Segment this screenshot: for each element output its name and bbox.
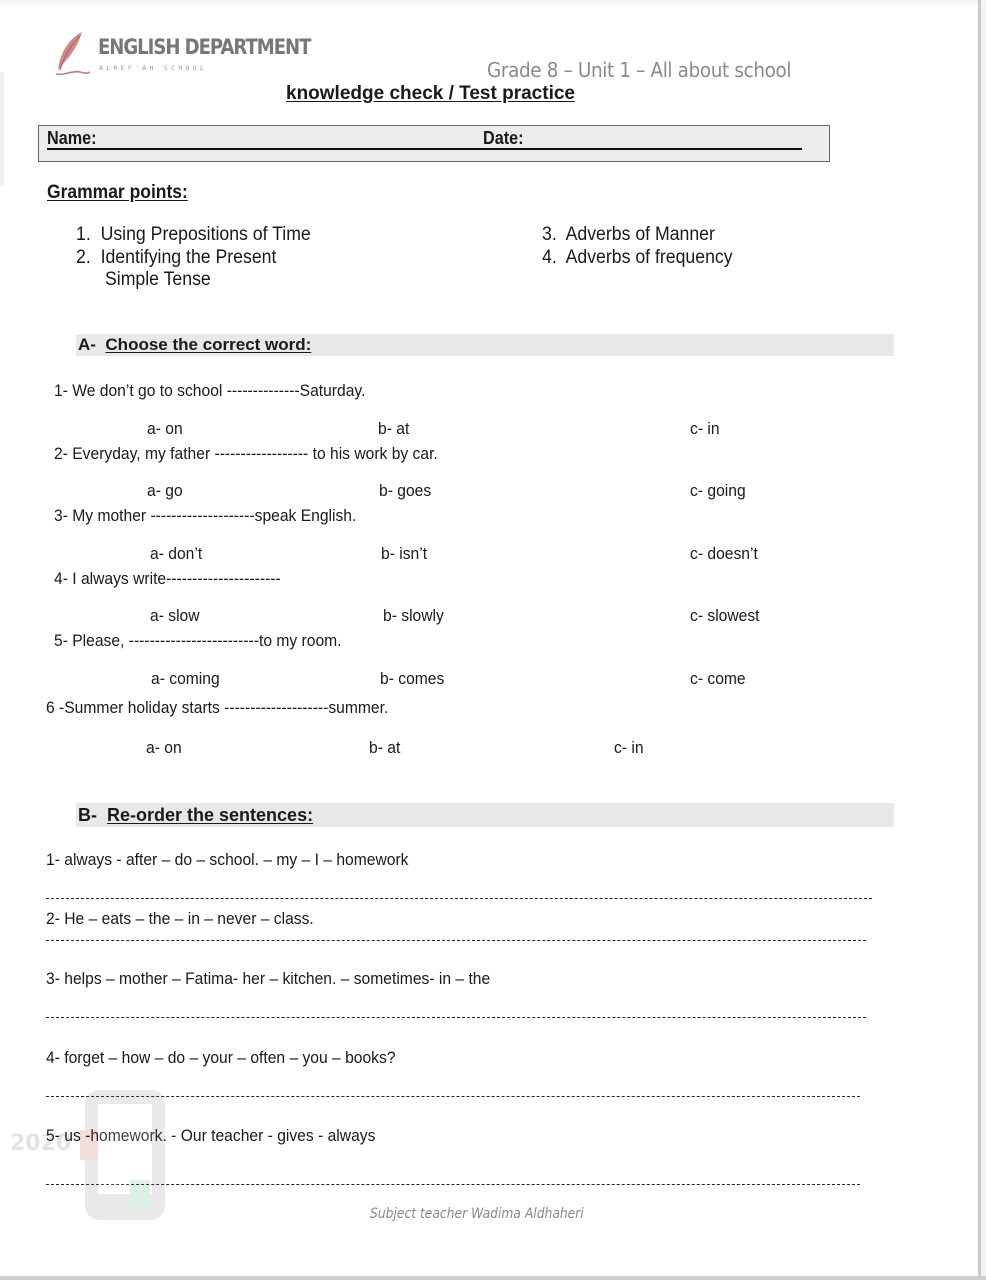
option-5a[interactable]: a- coming (151, 669, 220, 688)
reorder-item-1: 1- always - after – do – school. – my – I – homework (46, 850, 409, 869)
section-a-title: Choose the correct word: (105, 335, 312, 354)
answer-line-5[interactable] (46, 1184, 860, 1185)
subject-teacher-credit: Subject teacher Wadima Aldhaheri (370, 1206, 584, 1222)
option-1a[interactable]: a- on (147, 419, 183, 438)
grammar-item-number: 1. (76, 224, 91, 245)
question-6: 6 -Summer holiday starts --------------------summer. (46, 698, 389, 717)
grammar-item-text: Adverbs of Manner (565, 224, 715, 245)
name-label: Name: (47, 128, 97, 148)
option-5b[interactable]: b- comes (380, 669, 445, 688)
date-label: Date: (483, 128, 524, 148)
option-2c[interactable]: c- going (690, 481, 746, 500)
answer-line-4[interactable] (46, 1096, 860, 1097)
question-2: 2- Everyday, my father ------------------ to his work by car. (54, 444, 438, 463)
option-1c[interactable]: c- in (690, 419, 720, 438)
answer-line-1[interactable] (46, 898, 872, 899)
option-6c[interactable]: c- in (614, 738, 644, 757)
grammar-item-number: 2. (76, 247, 91, 268)
option-3c[interactable]: c- doesn’t (690, 544, 758, 563)
grammar-item (76, 247, 276, 269)
section-b-heading (78, 805, 313, 826)
grammar-item (542, 247, 733, 269)
answer-line-3[interactable] (46, 1017, 866, 1018)
option-1b[interactable]: b- at (378, 419, 410, 438)
feather-logo-icon (52, 30, 92, 78)
option-4a[interactable]: a- slow (150, 606, 200, 625)
grade-unit-line: Grade 8 – Unit 1 – All about school (487, 58, 792, 82)
option-2b[interactable]: b- goes (379, 481, 432, 500)
option-3b[interactable]: b- isn’t (381, 544, 428, 563)
grammar-points-title: Grammar points: (47, 182, 188, 203)
section-a-letter: A- (78, 335, 96, 354)
grammar-item-text: Adverbs of frequency (565, 247, 733, 268)
watermark-year: 2020 (10, 1131, 72, 1156)
option-4b[interactable]: b- slowly (383, 606, 444, 625)
reorder-item-3: 3- helps – mother – Fatima- her – kitchen. – sometimes- in – the (46, 969, 491, 988)
page-top-shadow (0, 0, 978, 8)
page-title: knowledge check / Test practice (286, 83, 575, 104)
reorder-item-4: 4- forget – how – do – your – often – you – books? (46, 1048, 396, 1067)
option-2a[interactable]: a- go (147, 481, 183, 500)
page-bottom-edge (0, 1276, 986, 1280)
option-4c[interactable]: c- slowest (690, 606, 760, 625)
left-page-tab (0, 72, 4, 186)
section-b-title: Re-order the sentences: (107, 805, 314, 825)
reorder-item-2: 2- He – eats – the – in – never – class. (46, 909, 314, 928)
grammar-item-number: 4. (542, 247, 557, 268)
viewer-gutter (981, 0, 986, 1280)
name-date-underline[interactable] (47, 148, 802, 150)
name-date-box (38, 125, 830, 162)
department-title: ENGLISH DEPARTMENT (98, 35, 311, 59)
grammar-item-number: 3. (542, 224, 557, 245)
question-5: 5- Please, -------------------------to my room. (54, 631, 342, 650)
option-6b[interactable]: b- at (369, 738, 401, 757)
question-4: 4- I always write---------------------- (54, 569, 281, 588)
section-a-heading (78, 335, 311, 355)
option-6a[interactable]: a- on (146, 738, 182, 757)
question-1: 1- We don’t go to school --------------Saturday. (54, 381, 366, 400)
grammar-item-text: Using Prepositions of Time (100, 224, 311, 245)
answer-line-2[interactable] (46, 940, 866, 941)
grammar-item-text: Identifying the Present (100, 247, 277, 268)
section-b-letter: B- (78, 805, 97, 825)
option-5c[interactable]: c- come (690, 669, 746, 688)
grammar-item (76, 224, 311, 246)
grammar-item (542, 224, 715, 246)
reorder-item-5: 5- us -homework. - Our teacher - gives - always (46, 1126, 376, 1145)
grammar-item-continuation: Simple Tense (105, 269, 211, 290)
school-name: ALREF'AH SCHOOL (99, 64, 208, 72)
option-3a[interactable]: a- don’t (150, 544, 203, 563)
question-3: 3- My mother --------------------speak English. (54, 506, 357, 525)
